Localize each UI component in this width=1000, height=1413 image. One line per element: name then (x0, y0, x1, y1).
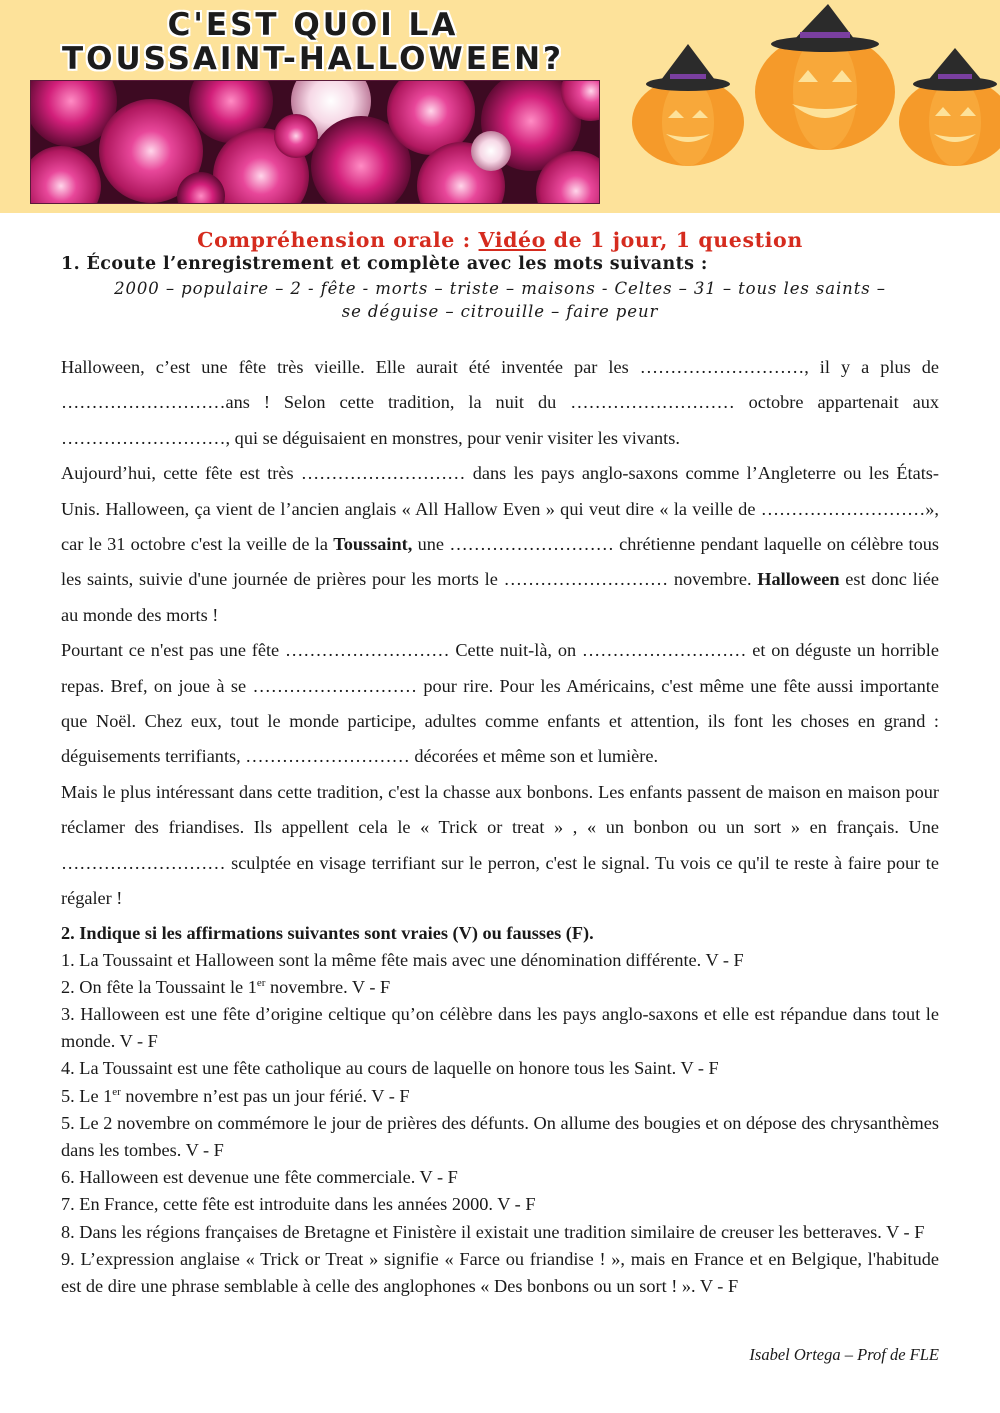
statement-item: 2. On fête la Toussaint le 1er novembre. V - F (61, 976, 391, 997)
word-bank (61, 277, 939, 323)
passage-paragraph: Aujourd’hui, cette fête est très ……………………… dans les pays anglo-saxons comme l’Angleterre ou les États-Unis. Halloween, ça vient de l’ancien anglais « All Hallow Even » qui veut dire « la veille de ………………………», car le 31 octobre c'est la veille de la Toussaint, une ……………………… chrétienne pendant laquelle on célèbre tous les saints, suivie d'une journée de prières pour les morts le ……………………… novembre. Halloween est donc liée au monde des morts ! (61, 463, 940, 625)
video-link[interactable]: Vidéo (478, 228, 546, 252)
statement-item: 5. Le 2 novembre on commémore le jour de prières des défunts. On allume des bougies et on dépose des chrysanthèmes dans les tombes. V - F (61, 1112, 939, 1160)
word-bank-line-2: se déguise – citrouille – faire peur (341, 302, 659, 321)
statement-item: 6. Halloween est devenue une fête commerciale. V - F (61, 1167, 458, 1188)
exercise-2-instruction: 2. Indique si les affirmations suivantes sont vraies (V) ou fausses (F). (61, 922, 594, 943)
pumpkins-image (620, 0, 1000, 213)
blank-field[interactable]: ……………………… (639, 357, 805, 377)
blank-field[interactable]: ……………………… (61, 852, 226, 873)
passage-paragraph: Pourtant ce n'est pas une fête ……………………… Cette nuit-là, on ……………………… et on déguste un horrible repas. Bref, on joue à se ……………………… pour rire. Pour les Américains, c'est même une fête aussi importante que Noël. Chez eux, tout le monde participe, adultes comme enfants et attention, ils font les choses en grand : déguisements terrifiants, ……………………… décorées et même son et lumière. (61, 640, 939, 767)
pumpkin-icon (899, 48, 1000, 166)
blank-field[interactable]: ……………………… (252, 675, 417, 696)
pumpkin-icon (755, 4, 895, 150)
statement-item: 5. Le 1er novembre n’est pas un jour férié. V - F (61, 1085, 410, 1106)
author-signature: Isabel Ortega – Prof de FLE (749, 1345, 939, 1364)
section-title: Compréhension orale : Vidéo de 1 jour, 1 question (197, 228, 803, 252)
blank-field[interactable]: ……………………… (503, 569, 669, 590)
statement-item: 3. Halloween est une fête d’origine celtique qu’on célèbre dans les pays anglo-saxons et elle est répandue dans tout le monde. V - F (61, 1003, 939, 1052)
blank-field[interactable]: ……………………… (449, 534, 614, 555)
passage-paragraph: Halloween, c’est une fête très vieille. Elle aurait été inventée par les ………………………, il y a plus de ………………………ans ! Selon cette tradition, la nuit du ……………………… octobre appartenait aux ………………………, qui se déguisaient en monstres, pour venir visiter les vivants. (61, 357, 939, 448)
pumpkin-icon (632, 44, 744, 166)
blank-field[interactable]: ……………………… (245, 746, 410, 767)
page-title (18, 8, 608, 76)
exercise-1-instruction: 1. Écoute l’enregistrement et complète avec les mots suivants : (61, 254, 708, 274)
blank-field[interactable]: ……………………… (760, 498, 926, 519)
blank-field[interactable]: ……………………… (284, 640, 450, 661)
passage-paragraph: Mais le plus intéressant dans cette tradition, c'est la chasse aux bonbons. Les enfants passent de maison en maison pour réclamer des friandises. Ils appellent cela le « Trick or treat » , « un bonbon ou un sort » en français. Une ……………………… sculptée en visage terrifiant sur le perron, c'est le signal. Tu vois ce qu'il te reste à faire pour te régaler ! (61, 781, 939, 909)
worksheet-content (61, 226, 939, 1300)
blank-field[interactable]: ……………………… (61, 392, 226, 413)
true-false-list (61, 947, 939, 1301)
blank-field[interactable]: ……………………… (61, 427, 226, 448)
statement-item: 8. Dans les régions françaises de Bretagne et Finistère il existait une tradition similaire de creuser les betteraves. V - F (61, 1221, 925, 1242)
statement-item: 7. En France, cette fête est introduite dans les années 2000. V - F (61, 1194, 536, 1215)
blank-field[interactable]: ……………………… (570, 392, 735, 413)
statement-item: 1. La Toussaint et Halloween sont la même fête mais avec une dénomination différente. V - F (61, 949, 744, 970)
header-banner (0, 0, 1000, 213)
blank-field[interactable]: ……………………… (300, 463, 466, 484)
title-line-1: C'EST QUOI LA (167, 7, 459, 43)
title-line-2: TOUSSAINT-HALLOWEEN? (61, 41, 565, 77)
flowers-image (30, 80, 600, 204)
fill-in-passage (61, 350, 939, 917)
statement-item: 9. L’expression anglaise « Trick or Treat » signifie « Farce ou friandise ! », mais en France et en Belgique, l'habitude est de dire une phrase semblable à celle des anglophones « Des bonbons ou un sort ! ». V - F (61, 1248, 939, 1296)
blank-field[interactable]: ……………………… (581, 640, 747, 661)
statement-item: 4. La Toussaint est une fête catholique au cours de laquelle on honore tous les Saint. V - F (61, 1058, 719, 1079)
word-bank-line-1: 2000 – populaire – 2 - fête - morts – triste – maisons - Celtes – 31 – tous les saints – (114, 279, 886, 298)
